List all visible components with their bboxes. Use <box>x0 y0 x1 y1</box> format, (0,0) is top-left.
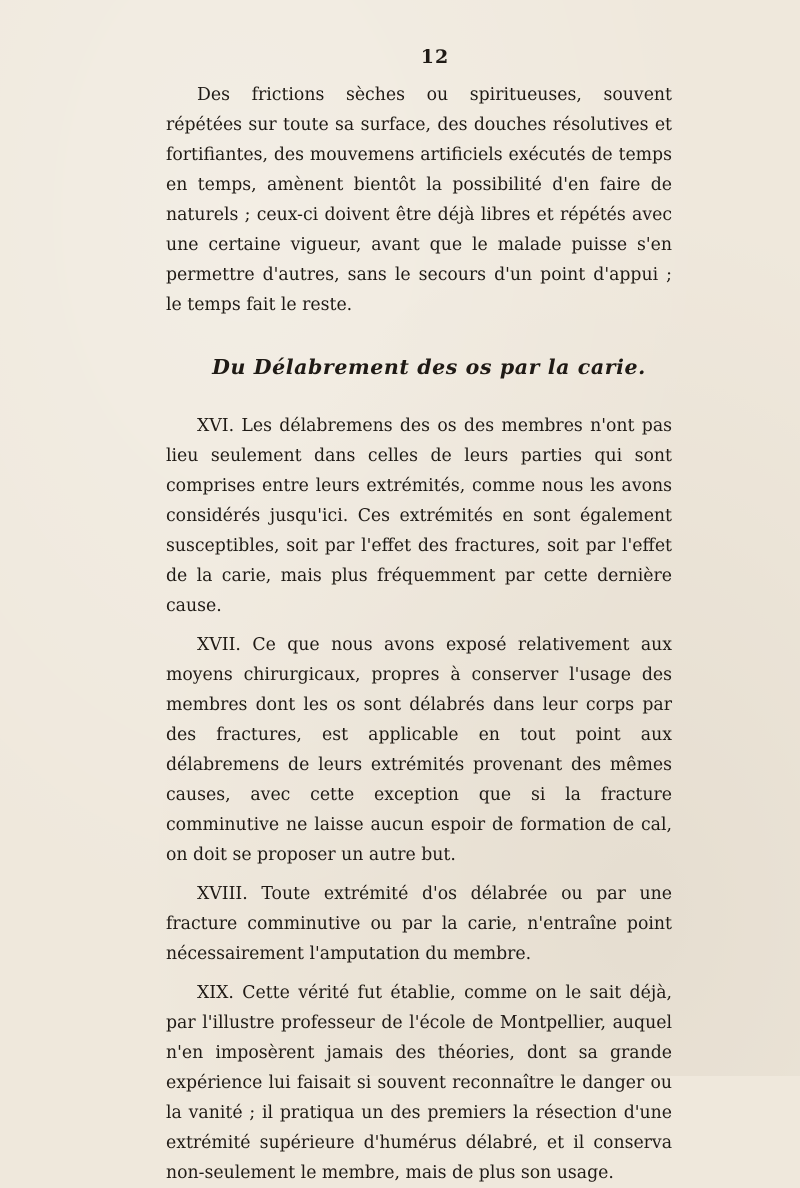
paragraph-xix: XIX. Cette vérité fut établie, comme on le sait déjà, par l'illustre professeur de l'école de Montpellier, auquel n'en imposèrent jamais des théories, dont sa grande expérience lui faisait si souvent reconnaître le danger ou la vanité ; il pratiqua un des premiers la résection d'une extrémité supérieure d'humérus délabré, et il conserva non-seulement le membre, mais de plus son usage. <box>166 983 672 1183</box>
paragraph-xvi: XVI. Les délabremens des os des membres n'ont pas lieu seulement dans celles de leurs parties qui sont comprises entre leurs extrémités, comme nous les avons considérés jusqu'ici. Ces extrémités en sont également susceptibles, soit par l'effet des fractures, soit par l'effet de la carie, mais plus fréquemment par cette dernière cause. <box>166 416 672 616</box>
paragraph-xviii: XVIII. Toute extrémité d'os délabrée ou par une fracture comminutive ou par la carie, n'entraîne point nécessairement l'amputation du membre. <box>166 884 672 964</box>
page-number: 12 <box>420 46 450 68</box>
paragraph-xvii: XVII. Ce que nous avons exposé relativement aux moyens chirurgicaux, propres à conserver l'usage des membres dont les os sont délabrés dans leur corps par des fractures, est applicable en tout point aux délabremens de leurs extrémités provenant des mêmes causes, avec cette exception que si la fracture comminutive ne laisse aucun espoir de formation de cal, on doit se proposer un autre but. <box>166 635 672 865</box>
intro-paragraph: Des frictions sèches ou spiritueuses, souvent répétées sur toute sa surface, des douches résolutives et fortifiantes, des mouvemens artificiels exécutés de temps en temps, amènent bientôt la possibilité d'en faire de naturels ; ceux-ci doivent être déjà libres et répétés avec une certaine vigueur, avant que le malade puisse s'en permettre d'autres, sans le secours d'un point d'appui ; le temps fait le reste. <box>166 85 672 315</box>
section-heading: Du Délabrement des os par la carie. <box>212 355 646 379</box>
page-content <box>166 80 672 1188</box>
